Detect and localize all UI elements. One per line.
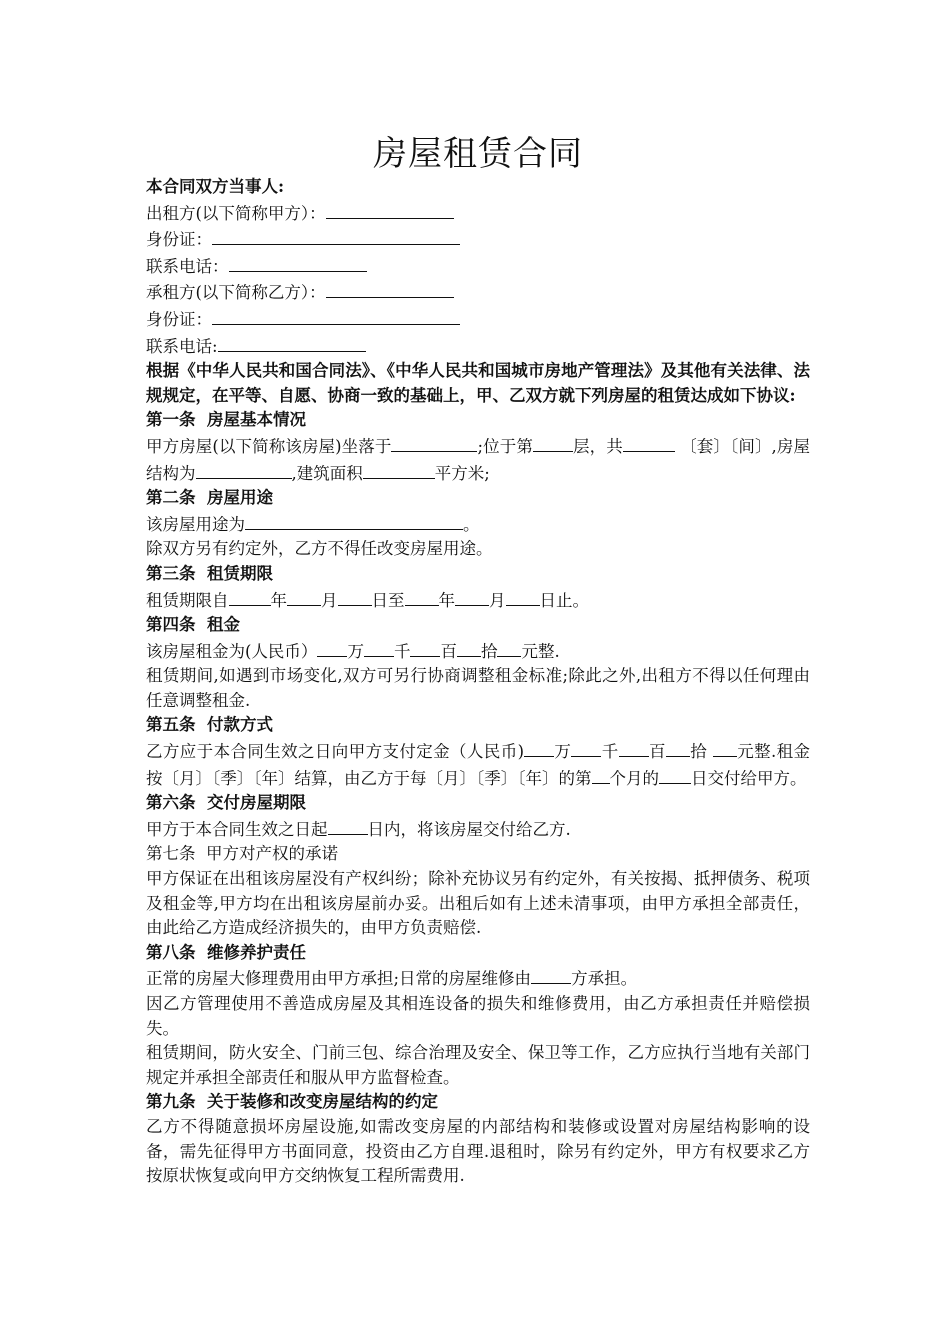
lessee-line [146, 279, 810, 306]
rent-yuan-blank[interactable] [497, 638, 521, 657]
preamble: 根据《中华人民共和国合同法》、《中华人民共和国城市房地产管理法》及其他有关法律、法规规定，在平等、自愿、协商一致的基础上，甲、乙双方就下列房屋的租赁达成如下协议: [146, 361, 810, 405]
article-7-clause: 甲方保证在出租该房屋没有产权纠纷；除补充协议另有约定外，有关按揭、抵押债务、税项及租金等,甲方均在出租该房屋前办妥。出租后如有上述未清事项，由甲方承担全部责任，由此给乙方造成经济损失的，由甲方负责赔偿. [146, 869, 810, 938]
article-9-heading: 第九条 关于装修和改变房屋结构的约定 [146, 1092, 438, 1112]
article-7-heading: 第七条 甲方对产权的承诺 [146, 844, 338, 864]
rent-bai-blank[interactable] [410, 638, 440, 657]
lessor-id-label: 身份证： [146, 230, 212, 250]
start-year-blank[interactable] [229, 587, 271, 606]
lessee-phone-line [146, 333, 810, 360]
lessee-phone-label: 联系电话: [146, 336, 218, 356]
lessor-blank[interactable] [326, 200, 454, 219]
parties-heading: 本合同双方当事人: [146, 177, 285, 196]
deposit-bai-blank[interactable] [619, 738, 649, 757]
deposit-yuan-blank[interactable] [713, 738, 737, 757]
usage-blank[interactable] [245, 511, 463, 530]
lessor-phone-label: 联系电话： [146, 256, 229, 276]
article-1-text: 甲方房屋(以下简称该房屋)坐落于 ;位于第 层，共 〔套〕〔间〕,房屋结构为 ,建筑面积 平方米; [146, 433, 810, 486]
article-2-heading: 第二条 房屋用途 [146, 488, 273, 508]
lessee-id-label: 身份证： [146, 309, 212, 329]
page-title: 房屋租赁合同 [373, 134, 583, 174]
article-8-clause-2: 因乙方管理使用不善造成房屋及其相连设备的损失和维修费用，由乙方承担责任并赔偿损失。 [146, 994, 810, 1038]
lessor-id-blank[interactable] [212, 226, 460, 245]
lessee-blank[interactable] [326, 279, 454, 298]
deposit-wan-blank[interactable] [524, 738, 554, 757]
payment-period-blank[interactable] [592, 765, 610, 784]
lessee-label: 承租方(以下简称乙方）： [146, 283, 326, 303]
article-9-clause: 乙方不得随意损坏房屋设施,如需改变房屋的内部结构和装修或设置对房屋结构影响的设备，需先征得甲方书面同意，投资由乙方自理.退租时，除另有约定外，甲方有权要求乙方按原状恢复或向甲方交纳恢复工程所需费用. [146, 1116, 810, 1186]
payment-day-blank[interactable] [659, 765, 691, 784]
article-5-heading: 第五条 付款方式 [146, 715, 273, 735]
end-day-blank[interactable] [506, 587, 540, 606]
article-4-text: 该房屋租金为(人民币） 万 千 百 拾 元整. [146, 638, 810, 665]
article-6-heading: 第六条 交付房屋期限 [146, 793, 306, 813]
article-8-clause-3: 租赁期间，防火安全、门前三包、综合治理及安全、保卫等工作，乙方应执行当地有关部门规定并承担全部责任和服从甲方监督检查。 [146, 1043, 810, 1087]
deposit-shi-blank[interactable] [666, 738, 690, 757]
article-6-text: 甲方于本合同生效之日起 日内，将该房屋交付给乙方. [146, 816, 810, 843]
lessee-id-blank[interactable] [212, 306, 460, 325]
total-floors-blank[interactable] [623, 433, 675, 452]
article-8-text: 正常的房屋大修理费用由甲方承担;日常的房屋维修由 方承担。 [146, 965, 810, 992]
floor-blank[interactable] [533, 433, 573, 452]
end-year-blank[interactable] [405, 587, 439, 606]
lessee-phone-blank[interactable] [218, 333, 366, 352]
rent-qian-blank[interactable] [364, 638, 394, 657]
maintenance-party-blank[interactable] [531, 965, 571, 984]
article-3-heading: 第三条 租赁期限 [146, 563, 273, 583]
lessor-line [146, 200, 810, 227]
delivery-days-blank[interactable] [328, 816, 368, 835]
article-8-heading: 第八条 维修养护责任 [146, 942, 306, 962]
rent-shi-blank[interactable] [457, 638, 481, 657]
structure-blank[interactable] [196, 460, 292, 479]
article-4-clause: 租赁期间,如遇到市场变化,双方可另行协商调整租金标准;除此之外,出租方不得以任何理由任意调整租金. [146, 666, 810, 710]
article-3-text: 租赁期限自 年 月 日至 年 月 日止。 [146, 587, 810, 614]
end-month-blank[interactable] [455, 587, 489, 606]
article-2-clause: 除双方另有约定外，乙方不得任改变房屋用途。 [146, 539, 493, 559]
article-1-heading: 第一条 房屋基本情况 [146, 410, 306, 430]
deposit-qian-blank[interactable] [571, 738, 601, 757]
lessor-phone-line [146, 253, 810, 280]
start-month-blank[interactable] [287, 587, 321, 606]
location-blank[interactable] [391, 433, 477, 452]
lessor-label: 出租方(以下简称甲方）： [146, 203, 326, 223]
lessor-id-line [146, 226, 810, 253]
article-4-heading: 第四条 租金 [146, 615, 240, 635]
start-day-blank[interactable] [338, 587, 372, 606]
lessor-phone-blank[interactable] [229, 253, 367, 272]
area-blank[interactable] [363, 460, 435, 479]
lessee-id-line [146, 306, 810, 333]
article-2-text: 该房屋用途为 。 [146, 511, 810, 538]
rent-wan-blank[interactable] [317, 638, 347, 657]
contract-body [146, 175, 810, 1189]
article-5-text: 乙方应于本合同生效之日向甲方支付定金（人民币) 万 千 百 拾 元整.租金按〔月〕〔季〕〔年〕结算，由乙方于每〔月〕〔季〕〔年〕的第 个月的 日交付给甲方。 [146, 738, 810, 791]
